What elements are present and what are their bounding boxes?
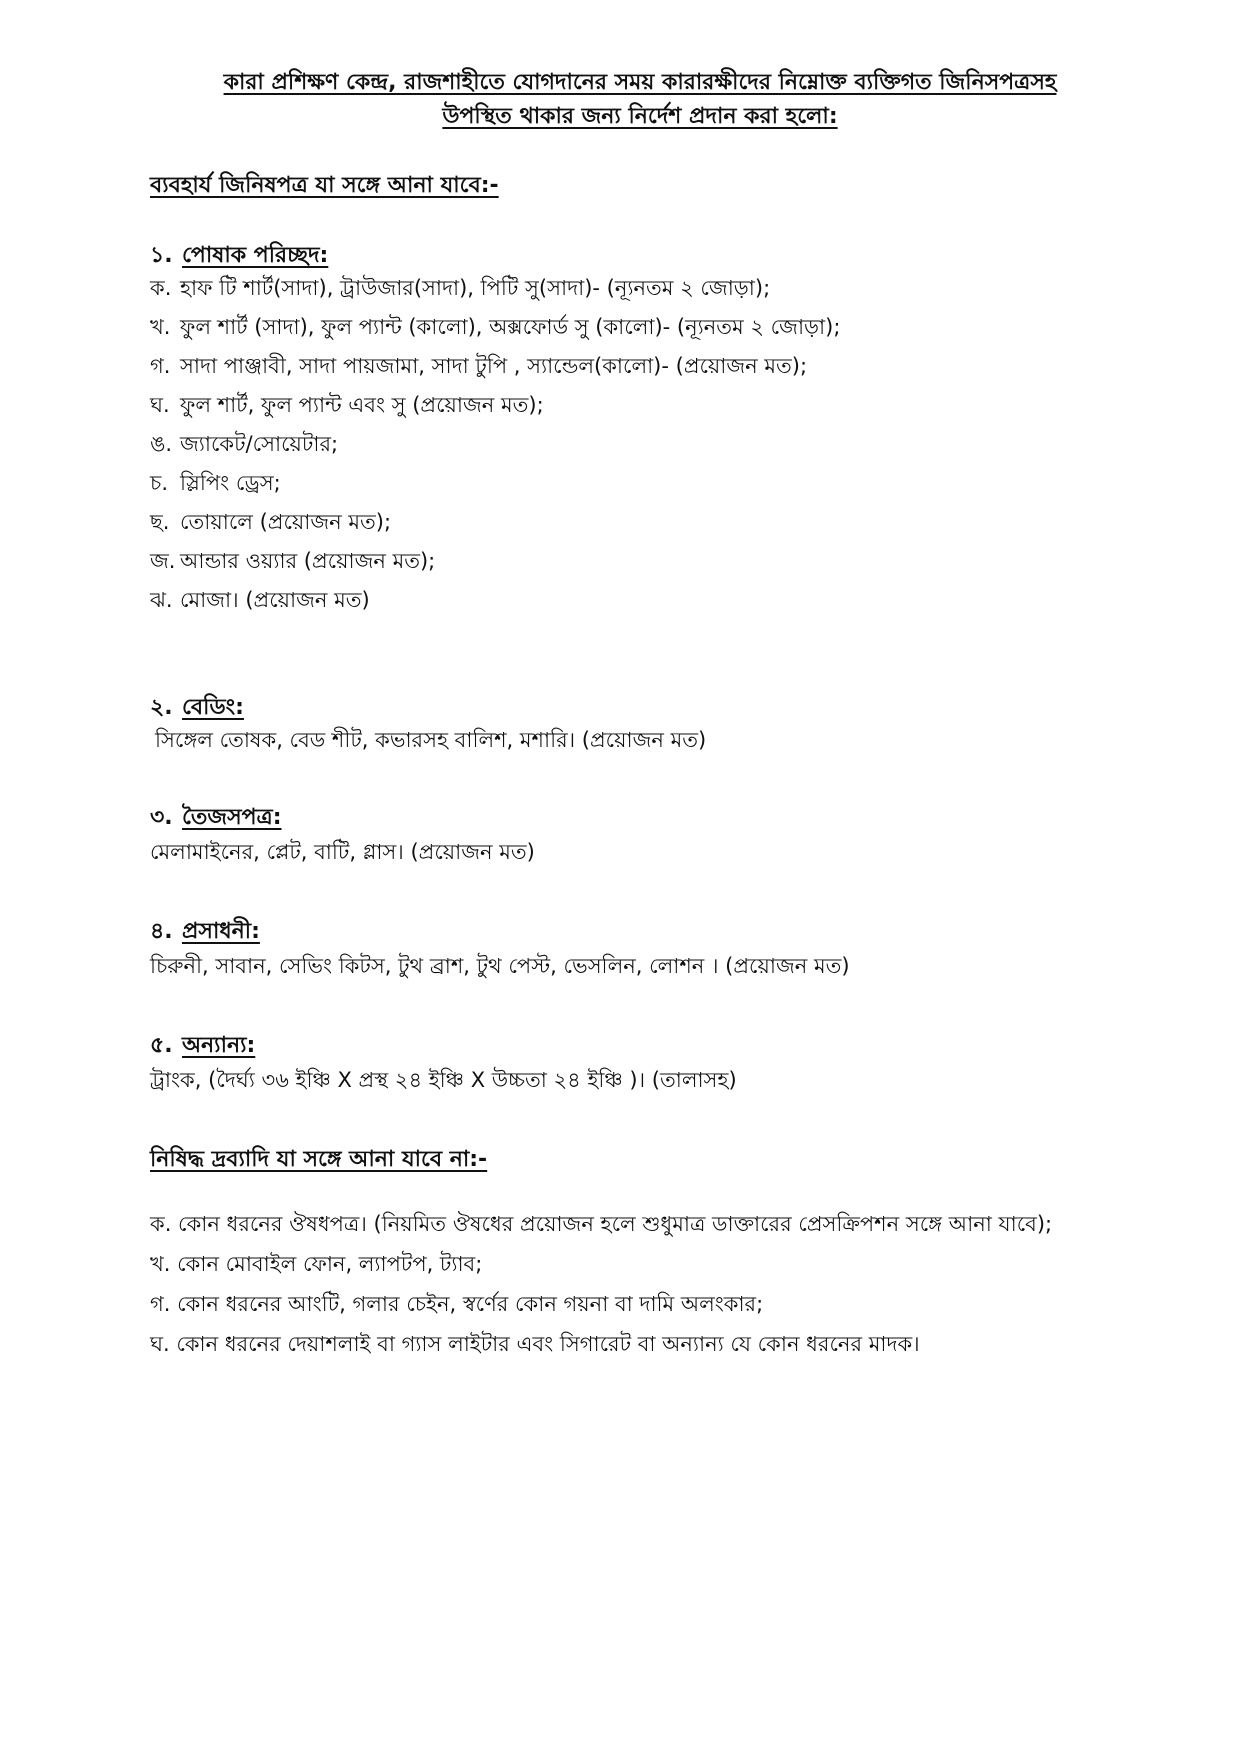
item-text: মোজা। (প্রয়োজন মত) [180, 588, 370, 612]
item-text: হাফ টি শার্ট(সাদা), ট্রাউজার(সাদা), পিটি সু(সাদা)- (ন্যূনতম ২ জোড়া); [180, 276, 771, 300]
list-item [150, 428, 338, 463]
section-4-heading [150, 914, 260, 951]
section-3-heading [150, 800, 282, 837]
item-text: তোয়ালে (প্রয়োজন মত); [180, 510, 392, 534]
list-item [150, 389, 544, 424]
section-2-heading [150, 690, 244, 727]
prohibited-item: ঘ. কোন ধরনের দেয়াশলাই বা গ্যাস লাইটার এবং সিগারেট বা অন্যান্য যে কোন ধরনের মাদক। [150, 1332, 920, 1356]
list-item [150, 584, 370, 619]
item-marker: গ. [150, 354, 171, 378]
list-item [150, 467, 281, 502]
document-title-line-1: কারা প্রশিক্ষণ কেন্দ্র, রাজশাহীতে যোগদানের সময় কারারক্ষীদের নিম্নোক্ত ব্যক্তিগত জিনিসপত্রসহ [223, 70, 1057, 95]
section-number: ১. [150, 243, 173, 268]
item-text: সাদা পাঞ্জাবী, সাদা পায়জামা, সাদা টুপি , স্যান্ডেল(কালো)- (প্রয়োজন মত); [180, 354, 808, 378]
item-marker: চ. [150, 471, 169, 495]
section-number: ২. [150, 695, 173, 720]
item-marker: ঘ. [150, 393, 170, 417]
item-marker: ঙ. [150, 432, 173, 456]
allowed-items-heading: ব্যবহার্য জিনিষপত্র যা সঙ্গে আনা যাবে:- [150, 173, 499, 198]
item-marker: ক. [150, 276, 172, 300]
section-title: পোষাক পরিচ্ছদ: [182, 243, 329, 268]
section-title: অন্যান্য: [182, 1033, 256, 1058]
item-text: ফুল শার্ট (সাদা), ফুল প্যান্ট (কালো), অক্সফোর্ড সু (কালো)- (ন্যূনতম ২ জোড়া); [180, 315, 841, 339]
prohibited-item: ক. কোন ধরনের ঔষধপত্র। (নিয়মিত ঔষধের প্রয়োজন হলে শুধুমাত্র ডাক্তারের প্রেসক্রিপশন সঙ্গে আনা যাবে); [150, 1212, 1053, 1236]
prohibited-item: খ. কোন মোবাইল ফোন, ল্যাপটপ, ট্যাব; [150, 1252, 483, 1276]
section-title: বেডিং: [182, 695, 244, 720]
item-text: ফুল শার্ট, ফুল প্যান্ট এবং সু (প্রয়োজন মত); [180, 393, 544, 417]
section-title: তৈজসপত্র: [182, 805, 282, 830]
item-marker: জ. [150, 549, 176, 573]
section-body: সিঙ্গেল তোষক, বেড শীট, কভারসহ বালিশ, মশারি। (প্রয়োজন মত) [155, 728, 707, 752]
item-text: আন্ডার ওয়্যার (প্রয়োজন মত); [180, 549, 436, 573]
list-item [150, 311, 840, 346]
section-body: চিরুনী, সাবান, সেভিং কিটস, টুথ ব্রাশ, টুথ পেস্ট, ভেসলিন, লোশন । (প্রয়োজন মত) [150, 954, 850, 978]
item-marker: খ. [150, 315, 171, 339]
list-item [150, 350, 807, 385]
item-text: স্লিপিং ড্রেস; [180, 471, 281, 495]
document-title-line-2: উপস্থিত থাকার জন্য নির্দেশ প্রদান করা হলো: [442, 104, 838, 129]
item-marker: ছ. [150, 510, 170, 534]
section-number: ৫. [150, 1033, 173, 1058]
section-number: ৩. [150, 805, 173, 830]
list-item [150, 272, 770, 307]
prohibited-item: গ. কোন ধরনের আংটি, গলার চেইন, স্বর্ণের কোন গয়না বা দামি অলংকার; [150, 1292, 764, 1316]
list-item [150, 545, 435, 580]
item-text: জ্যাকেট/সোয়েটার; [180, 432, 339, 456]
section-5-heading [150, 1028, 255, 1065]
section-body: মেলামাইনের, প্লেট, বাটি, গ্লাস। (প্রয়োজন মত) [150, 840, 535, 864]
section-body: ট্রাংক, (দৈর্ঘ্য ৩৬ ইঞ্চি X প্রস্থ ২৪ ইঞ্চি X উচ্চতা ২৪ ইঞ্চি )। (তালাসহ) [150, 1068, 737, 1092]
item-marker: ঝ. [150, 588, 173, 612]
prohibited-items-heading: নিষিদ্ধ দ্রব্যাদি যা সঙ্গে আনা যাবে না:- [150, 1147, 488, 1172]
section-title: প্রসাধনী: [182, 919, 260, 944]
list-item [150, 506, 391, 541]
section-number: ৪. [150, 919, 173, 944]
section-1-heading [150, 238, 328, 275]
